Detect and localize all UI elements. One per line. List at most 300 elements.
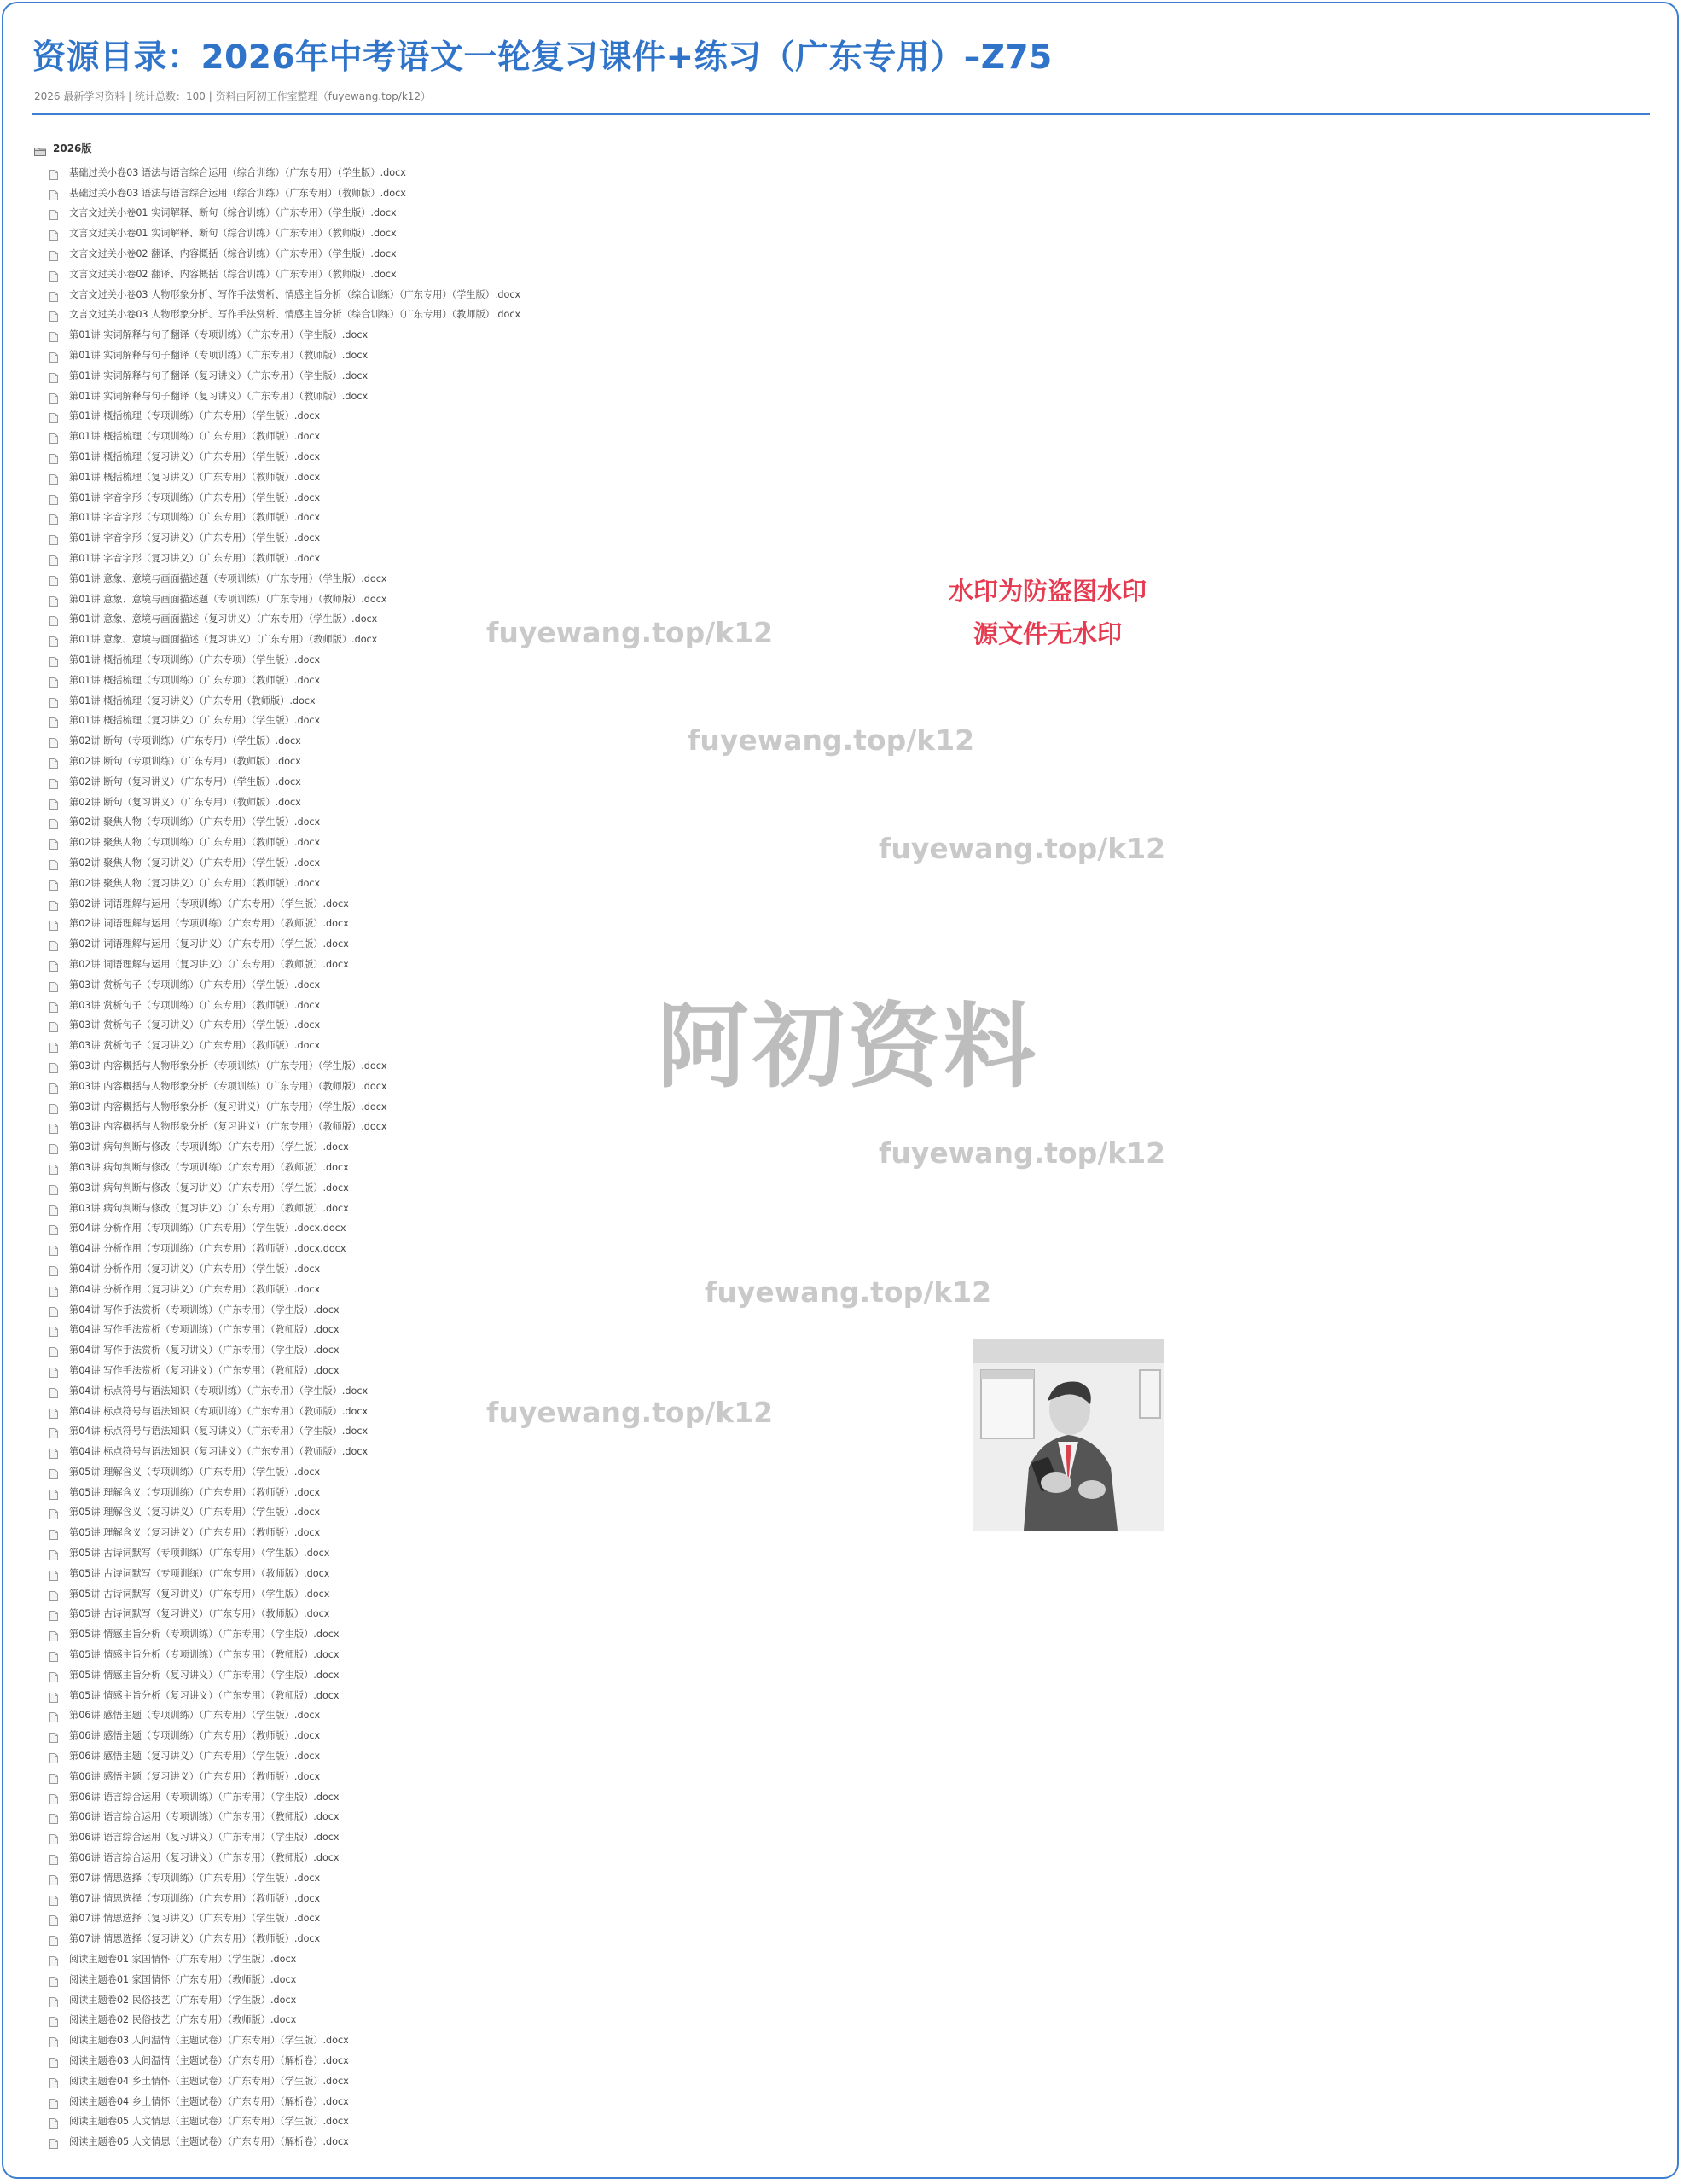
file-icon <box>49 1385 58 1396</box>
file-item[interactable] <box>49 467 520 487</box>
file-name: 第03讲 病句判断与修改（复习讲义）（广东专用）（教师版）.docx <box>69 1202 349 1214</box>
file-icon <box>49 1873 58 1883</box>
file-icon <box>49 1933 58 1943</box>
header-divider <box>32 113 1650 115</box>
file-item[interactable] <box>49 589 520 609</box>
file-name: 第01讲 意象、意境与画面描述题（专项训练）（广东专用）（学生版）.docx <box>69 572 387 584</box>
file-name: 第02讲 聚焦人物（复习讲义）（广东专用）（教师版）.docx <box>69 877 321 889</box>
file-icon <box>49 350 58 360</box>
file-item[interactable] <box>49 995 520 1015</box>
file-name: 文言文过关小卷03 人物形象分析、写作手法赏析、情感主旨分析（综合训练）（广东专用）（教师版）.docx <box>69 309 521 321</box>
file-item[interactable] <box>49 446 520 467</box>
file-name: 第05讲 理解含义（专项训练）（广东专用）（学生版）.docx <box>69 1466 321 1478</box>
file-icon <box>49 2136 58 2146</box>
file-item[interactable] <box>49 1705 520 1726</box>
file-name: 第04讲 写作手法赏析（复习讲义）（广东专用）（教师版）.docx <box>69 1364 340 1376</box>
file-name: 第01讲 概括梳理（复习讲义）（广东专用）（学生版）.docx <box>69 715 321 727</box>
file-name: 第06讲 语言综合运用（复习讲义）（广东专用）（教师版）.docx <box>69 1852 340 1864</box>
file-item[interactable] <box>49 873 520 893</box>
file-item[interactable] <box>49 568 520 589</box>
file-name: 第03讲 赏析句子（复习讲义）（广东专用）（教师版）.docx <box>69 1040 321 1052</box>
file-name: 第03讲 赏析句子（复习讲义）（广东专用）（学生版）.docx <box>69 1019 321 1031</box>
file-item[interactable] <box>49 2131 520 2152</box>
file-icon <box>49 898 58 909</box>
file-icon <box>49 1974 58 1984</box>
file-icon <box>49 857 58 868</box>
file-name: 第01讲 实词解释与句子翻译（专项训练）（广东专用）（教师版）.docx <box>69 350 369 362</box>
file-icon <box>49 1203 58 1213</box>
file-item[interactable] <box>49 527 520 548</box>
file-item[interactable] <box>49 1563 520 1583</box>
file-name: 第04讲 标点符号与语法知识（专项训练）（广东专用）（学生版）.docx <box>69 1385 369 1397</box>
file-name: 文言文过关小卷03 人物形象分析、写作手法赏析、情感主旨分析（综合训练）（广东专用）（学生版）.docx <box>69 288 521 300</box>
file-name: 第03讲 内容概括与人物形象分析（复习讲义）（广东专用）（教师版）.docx <box>69 1121 387 1133</box>
file-name: 第03讲 内容概括与人物形象分析（专项训练）（广东专用）（教师版）.docx <box>69 1080 387 1092</box>
file-item[interactable] <box>49 426 520 446</box>
file-item[interactable] <box>49 508 520 528</box>
file-name: 第02讲 聚焦人物（专项训练）（广东专用）（教师版）.docx <box>69 837 321 849</box>
file-name: 第05讲 理解含义（复习讲义）（广东专用）（教师版）.docx <box>69 1527 321 1539</box>
file-icon <box>49 1913 58 1923</box>
file-list <box>49 162 520 2152</box>
file-item[interactable] <box>49 711 520 731</box>
file-icon <box>49 553 58 563</box>
file-item[interactable] <box>49 1299 520 1320</box>
file-name: 第04讲 标点符号与语法知识（复习讲义）（广东专用）（教师版）.docx <box>69 1446 369 1458</box>
file-icon <box>49 188 58 198</box>
file-name: 第02讲 聚焦人物（复习讲义）（广东专用）（学生版）.docx <box>69 857 321 868</box>
file-name: 第01讲 概括梳理（复习讲义）（广东专用）（学生版）.docx <box>69 451 321 463</box>
file-icon <box>49 878 58 888</box>
file-name: 阅读主题卷05 人文情思（主题试卷）（广东专用）（学生版）.docx <box>69 2116 349 2128</box>
file-name: 第07讲 情思选择（专项训练）（广东专用）（学生版）.docx <box>69 1872 321 1884</box>
file-icon <box>49 1792 58 1802</box>
file-icon <box>49 1426 58 1436</box>
file-icon <box>49 1345 58 1355</box>
file-item[interactable] <box>49 1380 520 1401</box>
file-icon <box>49 2035 58 2045</box>
file-name: 第06讲 感悟主题（复习讲义）（广东专用）（学生版）.docx <box>69 1751 321 1763</box>
file-name: 第07讲 情思选择（复习讲义）（广东专用）（学生版）.docx <box>69 1913 321 1925</box>
file-item[interactable] <box>49 629 520 649</box>
file-item[interactable] <box>49 913 520 933</box>
file-name: 第01讲 意象、意境与画面描述（复习讲义）（广东专用）（学生版）.docx <box>69 613 378 625</box>
file-item[interactable] <box>49 1766 520 1786</box>
file-name: 基础过关小卷03 语法与语言综合运用（综合训练）（广东专用）（教师版）.docx <box>69 187 406 199</box>
file-icon <box>49 2076 58 2086</box>
file-icon <box>49 391 58 401</box>
folder-label: 2026版 <box>53 142 92 154</box>
file-name: 第04讲 标点符号与语法知识（复习讲义）（广东专用）（学生版）.docx <box>69 1426 369 1438</box>
file-item[interactable] <box>49 1888 520 1908</box>
page-title: 资源目录：2026年中考语文一轮复习课件+练习（广东专用）–Z75 <box>32 38 1053 77</box>
watermark-url: fuyewang.top/k12 <box>879 1136 1166 1170</box>
file-icon <box>49 269 58 279</box>
file-item[interactable] <box>49 1867 520 1888</box>
file-icon <box>49 1690 58 1700</box>
file-item[interactable] <box>49 1217 520 1238</box>
file-icon <box>49 1060 58 1071</box>
file-icon <box>49 1040 58 1050</box>
file-name: 第02讲 词语理解与运用（复习讲义）（广东专用）（教师版）.docx <box>69 958 349 970</box>
file-icon <box>49 1141 58 1152</box>
file-icon <box>49 167 58 177</box>
file-name: 第05讲 古诗词默写（专项训练）（广东专用）（教师版）.docx <box>69 1567 330 1579</box>
watermark-url: fuyewang.top/k12 <box>486 1396 774 1429</box>
file-item[interactable] <box>49 1014 520 1035</box>
file-item[interactable] <box>49 243 520 264</box>
watermark-url: fuyewang.top/k12 <box>879 832 1166 865</box>
file-item[interactable] <box>49 183 520 203</box>
file-item[interactable] <box>49 812 520 833</box>
file-name: 第05讲 古诗词默写（复习讲义）（广东专用）（教师版）.docx <box>69 1608 330 1620</box>
file-name: 第04讲 标点符号与语法知识（专项训练）（广东专用）（教师版）.docx <box>69 1405 369 1417</box>
file-icon <box>49 1771 58 1781</box>
file-item[interactable] <box>49 1664 520 1685</box>
file-name: 第05讲 理解含义（专项训练）（广东专用）（教师版）.docx <box>69 1486 321 1498</box>
file-item[interactable] <box>49 2030 520 2050</box>
file-icon <box>49 1629 58 1639</box>
file-name: 第02讲 断句（复习讲义）（广东专用）（教师版）.docx <box>69 796 301 808</box>
file-name: 第01讲 实词解释与句子翻译（专项训练）（广东专用）（学生版）.docx <box>69 329 369 341</box>
watermark-photo <box>973 1339 1164 1531</box>
file-icon <box>49 2014 58 2024</box>
file-icon <box>49 532 58 543</box>
file-item[interactable] <box>49 1502 520 1523</box>
file-name: 第03讲 赏析句子（专项训练）（广东专用）（学生版）.docx <box>69 979 321 990</box>
file-icon <box>49 512 58 522</box>
file-name: 第01讲 字音字形（专项训练）（广东专用）（学生版）.docx <box>69 491 321 503</box>
file-icon <box>49 451 58 462</box>
file-name: 阅读主题卷05 人文情思（主题试卷）（广东专用）（解析卷）.docx <box>69 2136 349 2148</box>
file-name: 第02讲 聚焦人物（专项训练）（广东专用）（学生版）.docx <box>69 816 321 828</box>
file-icon <box>49 837 58 847</box>
file-item[interactable] <box>49 1604 520 1624</box>
watermark-url: fuyewang.top/k12 <box>705 1275 992 1309</box>
file-icon <box>49 634 58 644</box>
file-item[interactable] <box>49 1989 520 2010</box>
file-item[interactable] <box>49 203 520 224</box>
watermark-url: fuyewang.top/k12 <box>486 616 774 649</box>
file-item[interactable] <box>49 1360 520 1380</box>
file-name: 阅读主题卷04 乡土情怀（主题试卷）（广东专用）（解析卷）.docx <box>69 2095 349 2107</box>
file-name: 第02讲 断句（专项训练）（广东专用）（教师版）.docx <box>69 756 301 767</box>
file-name: 第02讲 断句（复习讲义）（广东专用）（学生版）.docx <box>69 775 301 787</box>
file-item[interactable] <box>49 1319 520 1339</box>
file-item[interactable] <box>49 1461 520 1482</box>
file-item[interactable] <box>49 1198 520 1218</box>
file-item[interactable] <box>49 1725 520 1745</box>
file-item[interactable] <box>49 771 520 792</box>
file-name: 第01讲 字音字形（复习讲义）（广东专用）（学生版）.docx <box>69 532 321 544</box>
file-icon <box>49 1406 58 1416</box>
file-icon <box>49 1608 58 1618</box>
file-item[interactable] <box>49 1745 520 1766</box>
file-icon <box>49 329 58 340</box>
file-item[interactable] <box>49 1076 520 1096</box>
file-icon <box>49 1182 58 1193</box>
file-item[interactable] <box>49 1969 520 1989</box>
file-name: 第05讲 情感主旨分析（复习讲义）（广东专用）（教师版）.docx <box>69 1689 340 1701</box>
file-item[interactable] <box>49 305 520 325</box>
file-icon <box>49 1507 58 1517</box>
file-item[interactable] <box>49 730 520 751</box>
file-name: 第06讲 语言综合运用（复习讲义）（广东专用）（学生版）.docx <box>69 1832 340 1844</box>
file-item[interactable] <box>49 2111 520 2132</box>
file-icon <box>49 492 58 502</box>
file-item[interactable] <box>49 548 520 568</box>
file-item[interactable] <box>49 2010 520 2030</box>
file-name: 文言文过关小卷01 实词解释、断句（综合训练）（广东专用）（教师版）.docx <box>69 228 397 240</box>
file-item[interactable] <box>49 487 520 508</box>
file-item[interactable] <box>49 2050 520 2071</box>
file-name: 文言文过关小卷01 实词解释、断句（综合训练）（广东专用）（学生版）.docx <box>69 207 397 219</box>
file-name: 阅读主题卷03 人间温情（主题试卷）（广东专用）（学生版）.docx <box>69 2035 349 2047</box>
file-icon <box>49 1223 58 1233</box>
file-item[interactable] <box>49 1522 520 1542</box>
file-item[interactable] <box>49 1583 520 1604</box>
file-name: 第03讲 内容概括与人物形象分析（复习讲义）（广东专用）（学生版）.docx <box>69 1101 387 1112</box>
file-icon <box>49 1568 58 1578</box>
file-name: 第03讲 病句判断与修改（专项训练）（广东专用）（学生版）.docx <box>69 1141 349 1153</box>
file-name: 第01讲 概括梳理（专项训练）（广东专项）（教师版）.docx <box>69 674 321 686</box>
file-icon <box>49 1589 58 1599</box>
file-item[interactable] <box>49 1644 520 1664</box>
file-icon <box>49 715 58 725</box>
file-item[interactable] <box>49 670 520 690</box>
file-icon <box>49 1263 58 1274</box>
file-item[interactable] <box>49 832 520 852</box>
file-icon <box>49 2116 58 2126</box>
file-item[interactable] <box>49 223 520 243</box>
file-icon <box>49 1995 58 2005</box>
file-item[interactable] <box>49 1401 520 1421</box>
file-name: 第02讲 词语理解与运用（专项训练）（广东专用）（学生版）.docx <box>69 897 349 909</box>
file-item[interactable] <box>49 1177 520 1198</box>
file-item[interactable] <box>49 1096 520 1117</box>
file-name: 基础过关小卷03 语法与语言综合运用（综合训练）（广东专用）（学生版）.docx <box>69 166 406 178</box>
folder-row[interactable] <box>34 140 91 155</box>
file-item[interactable] <box>49 1685 520 1705</box>
file-item[interactable] <box>49 792 520 812</box>
file-name: 第01讲 概括梳理（复习讲义）（广东专用）（教师版）.docx <box>69 471 321 483</box>
file-item[interactable] <box>49 649 520 670</box>
file-name: 第04讲 分析作用（专项训练）（广东专用）（教师版）.docx.docx <box>69 1243 346 1255</box>
file-icon <box>49 1000 58 1010</box>
file-icon <box>49 1852 58 1862</box>
file-item[interactable] <box>49 1441 520 1461</box>
file-icon <box>49 1446 58 1456</box>
file-item[interactable] <box>49 1827 520 1847</box>
file-icon <box>49 1162 58 1172</box>
file-name: 第05讲 古诗词默写（专项训练）（广东专用）（学生版）.docx <box>69 1548 330 1560</box>
file-item[interactable] <box>49 1258 520 1279</box>
file-item[interactable] <box>49 893 520 914</box>
file-icon <box>49 695 58 706</box>
file-name: 文言文过关小卷02 翻译、内容概括（综合训练）（广东专用）（学生版）.docx <box>69 248 397 260</box>
file-icon <box>49 1487 58 1497</box>
file-icon <box>49 228 58 238</box>
file-icon <box>49 309 58 319</box>
watermark-brand: 阿初资料 <box>657 994 1040 1101</box>
file-name: 第04讲 分析作用（复习讲义）（广东专用）（学生版）.docx <box>69 1263 321 1275</box>
file-item[interactable] <box>49 1136 520 1157</box>
file-name: 第03讲 内容概括与人物形象分析（专项训练）（广东专用）（学生版）.docx <box>69 1060 387 1072</box>
file-icon <box>49 675 58 685</box>
file-name: 阅读主题卷04 乡土情怀（主题试卷）（广东专用）（学生版）.docx <box>69 2075 349 2087</box>
file-item[interactable] <box>49 751 520 771</box>
file-icon <box>49 959 58 969</box>
page-subtitle: 2026 最新学习资料 | 统计总数：100 | 资料由阿初工作室整理（fuyewang.top/k12） <box>34 90 432 102</box>
file-icon <box>49 613 58 624</box>
file-item[interactable] <box>49 1157 520 1177</box>
file-icon <box>49 1832 58 1842</box>
file-icon <box>49 1954 58 1964</box>
file-name: 阅读主题卷02 民俗技艺（广东专用）（学生版）.docx <box>69 1994 297 2006</box>
file-icon <box>49 289 58 299</box>
watermark-url: fuyewang.top/k12 <box>688 723 975 757</box>
file-name: 第05讲 理解含义（复习讲义）（广东专用）（学生版）.docx <box>69 1507 321 1519</box>
file-item[interactable] <box>49 1482 520 1502</box>
file-item[interactable] <box>49 1542 520 1563</box>
file-name: 第01讲 字音字形（复习讲义）（广东专用）（教师版）.docx <box>69 553 321 565</box>
file-item[interactable] <box>49 2071 520 2091</box>
file-icon <box>49 594 58 604</box>
file-icon <box>49 1467 58 1477</box>
file-item[interactable] <box>49 1339 520 1360</box>
file-icon <box>49 410 58 421</box>
file-name: 阅读主题卷03 人间温情（主题试卷）（广东专用）（解析卷）.docx <box>69 2055 349 2066</box>
file-name: 阅读主题卷01 家国情怀（广东专用）（学生版）.docx <box>69 1954 297 1966</box>
file-icon <box>49 1304 58 1315</box>
file-item[interactable] <box>49 386 520 406</box>
file-item[interactable] <box>49 162 520 183</box>
file-icon <box>49 1710 58 1720</box>
file-name: 第02讲 词语理解与运用（复习讲义）（广东专用）（学生版）.docx <box>69 938 349 950</box>
file-name: 第02讲 断句（专项训练）（广东专用）（学生版）.docx <box>69 735 301 747</box>
file-icon <box>49 756 58 766</box>
file-icon <box>49 1121 58 1131</box>
file-icon <box>49 1527 58 1537</box>
file-item[interactable] <box>49 1908 520 1929</box>
file-item[interactable] <box>49 1786 520 1807</box>
file-item[interactable] <box>49 365 520 386</box>
file-name: 阅读主题卷01 家国情怀（广东专用）（教师版）.docx <box>69 1973 297 1985</box>
file-icon <box>49 1751 58 1761</box>
file-item[interactable] <box>49 324 520 345</box>
file-icon <box>49 1670 58 1680</box>
file-name: 第06讲 语言综合运用（专项训练）（广东专用）（教师版）.docx <box>69 1811 340 1823</box>
file-name: 阅读主题卷02 民俗技艺（广东专用）（教师版）.docx <box>69 2014 297 2026</box>
file-item[interactable] <box>49 2091 520 2111</box>
file-icon <box>49 1893 58 1903</box>
file-icon <box>49 1365 58 1375</box>
file-name: 第04讲 写作手法赏析（专项训练）（广东专用）（教师版）.docx <box>69 1324 340 1336</box>
file-item[interactable] <box>49 1238 520 1258</box>
file-name: 第03讲 赏析句子（专项训练）（广东专用）（教师版）.docx <box>69 999 321 1011</box>
file-name: 第06讲 感悟主题（专项训练）（广东专用）（教师版）.docx <box>69 1730 321 1742</box>
file-name: 第01讲 概括梳理（专项训练）（广东专用）（学生版）.docx <box>69 410 321 422</box>
file-name: 第04讲 写作手法赏析（复习讲义）（广东专用）（学生版）.docx <box>69 1345 340 1356</box>
file-icon <box>49 573 58 584</box>
file-icon <box>49 979 58 990</box>
file-item[interactable] <box>49 1055 520 1076</box>
file-item[interactable] <box>49 690 520 711</box>
file-icon <box>49 918 58 928</box>
file-icon <box>49 248 58 258</box>
file-name: 第03讲 病句判断与修改（专项训练）（广东专用）（教师版）.docx <box>69 1161 349 1173</box>
file-item[interactable] <box>49 1420 520 1441</box>
file-icon <box>49 654 58 665</box>
file-item[interactable] <box>49 1928 520 1949</box>
file-name: 第06讲 语言综合运用（专项训练）（广东专用）（学生版）.docx <box>69 1791 340 1803</box>
file-name: 第05讲 情感主旨分析（复习讲义）（广东专用）（学生版）.docx <box>69 1669 340 1681</box>
file-icon <box>49 1730 58 1740</box>
file-item[interactable] <box>49 1035 520 1055</box>
file-name: 第05讲 情感主旨分析（专项训练）（广东专用）（教师版）.docx <box>69 1649 340 1661</box>
file-icon <box>49 2055 58 2065</box>
file-item[interactable] <box>49 264 520 284</box>
file-name: 第01讲 概括梳理（专项训练）（广东专项）（学生版）.docx <box>69 654 321 666</box>
file-name: 第01讲 意象、意境与画面描述题（专项训练）（广东专用）（教师版）.docx <box>69 593 387 605</box>
file-name: 第05讲 情感主旨分析（专项训练）（广东专用）（学生版）.docx <box>69 1629 340 1641</box>
file-icon <box>49 1243 58 1253</box>
file-item[interactable] <box>49 284 520 305</box>
file-icon <box>49 816 58 827</box>
file-name: 第01讲 实词解释与句子翻译（复习讲义）（广东专用）（教师版）.docx <box>69 390 369 402</box>
file-item[interactable] <box>49 933 520 954</box>
file-name: 第01讲 意象、意境与画面描述（复习讲义）（广东专用）（教师版）.docx <box>69 634 378 646</box>
file-icon <box>49 1548 58 1558</box>
file-item[interactable] <box>49 974 520 995</box>
file-icon <box>49 472 58 482</box>
file-name: 第01讲 概括梳理（复习讲义）（广东专用（教师版）.docx <box>69 694 316 706</box>
file-item[interactable] <box>49 1807 520 1827</box>
file-item[interactable] <box>49 345 520 365</box>
file-icon <box>49 776 58 787</box>
watermark-notice-line2: 源文件无水印 <box>973 619 1123 648</box>
file-icon <box>49 431 58 441</box>
file-item[interactable] <box>49 1279 520 1299</box>
file-icon <box>49 1081 58 1091</box>
file-item[interactable] <box>49 954 520 974</box>
file-icon <box>49 370 58 380</box>
file-item[interactable] <box>49 852 520 873</box>
file-name: 第01讲 实词解释与句子翻译（复习讲义）（广东专用）（学生版）.docx <box>69 369 369 381</box>
file-item[interactable] <box>49 609 520 630</box>
watermark-notice <box>949 570 1147 655</box>
file-name: 第07讲 情思选择（专项训练）（广东专用）（教师版）.docx <box>69 1892 321 1904</box>
file-name: 文言文过关小卷02 翻译、内容概括（综合训练）（广东专用）（教师版）.docx <box>69 268 397 280</box>
file-item[interactable] <box>49 1847 520 1867</box>
file-icon <box>49 1324 58 1334</box>
file-icon <box>49 735 58 746</box>
file-icon <box>49 1811 58 1821</box>
file-name: 第06讲 感悟主题（复习讲义）（广东专用）（教师版）.docx <box>69 1770 321 1782</box>
file-name: 第01讲 概括梳理（专项训练）（广东专用）（教师版）.docx <box>69 431 321 443</box>
folder-icon <box>34 143 46 153</box>
file-name: 第04讲 分析作用（专项训练）（广东专用）（学生版）.docx.docx <box>69 1223 346 1234</box>
file-icon <box>49 207 58 218</box>
file-icon <box>49 797 58 807</box>
file-name: 第06讲 感悟主题（专项训练）（广东专用）（学生版）.docx <box>69 1710 321 1722</box>
file-icon <box>49 2096 58 2106</box>
file-item[interactable] <box>49 1949 520 1969</box>
file-item[interactable] <box>49 1623 520 1644</box>
file-item[interactable] <box>49 406 520 427</box>
file-icon <box>49 1284 58 1294</box>
file-item[interactable] <box>49 1116 520 1136</box>
